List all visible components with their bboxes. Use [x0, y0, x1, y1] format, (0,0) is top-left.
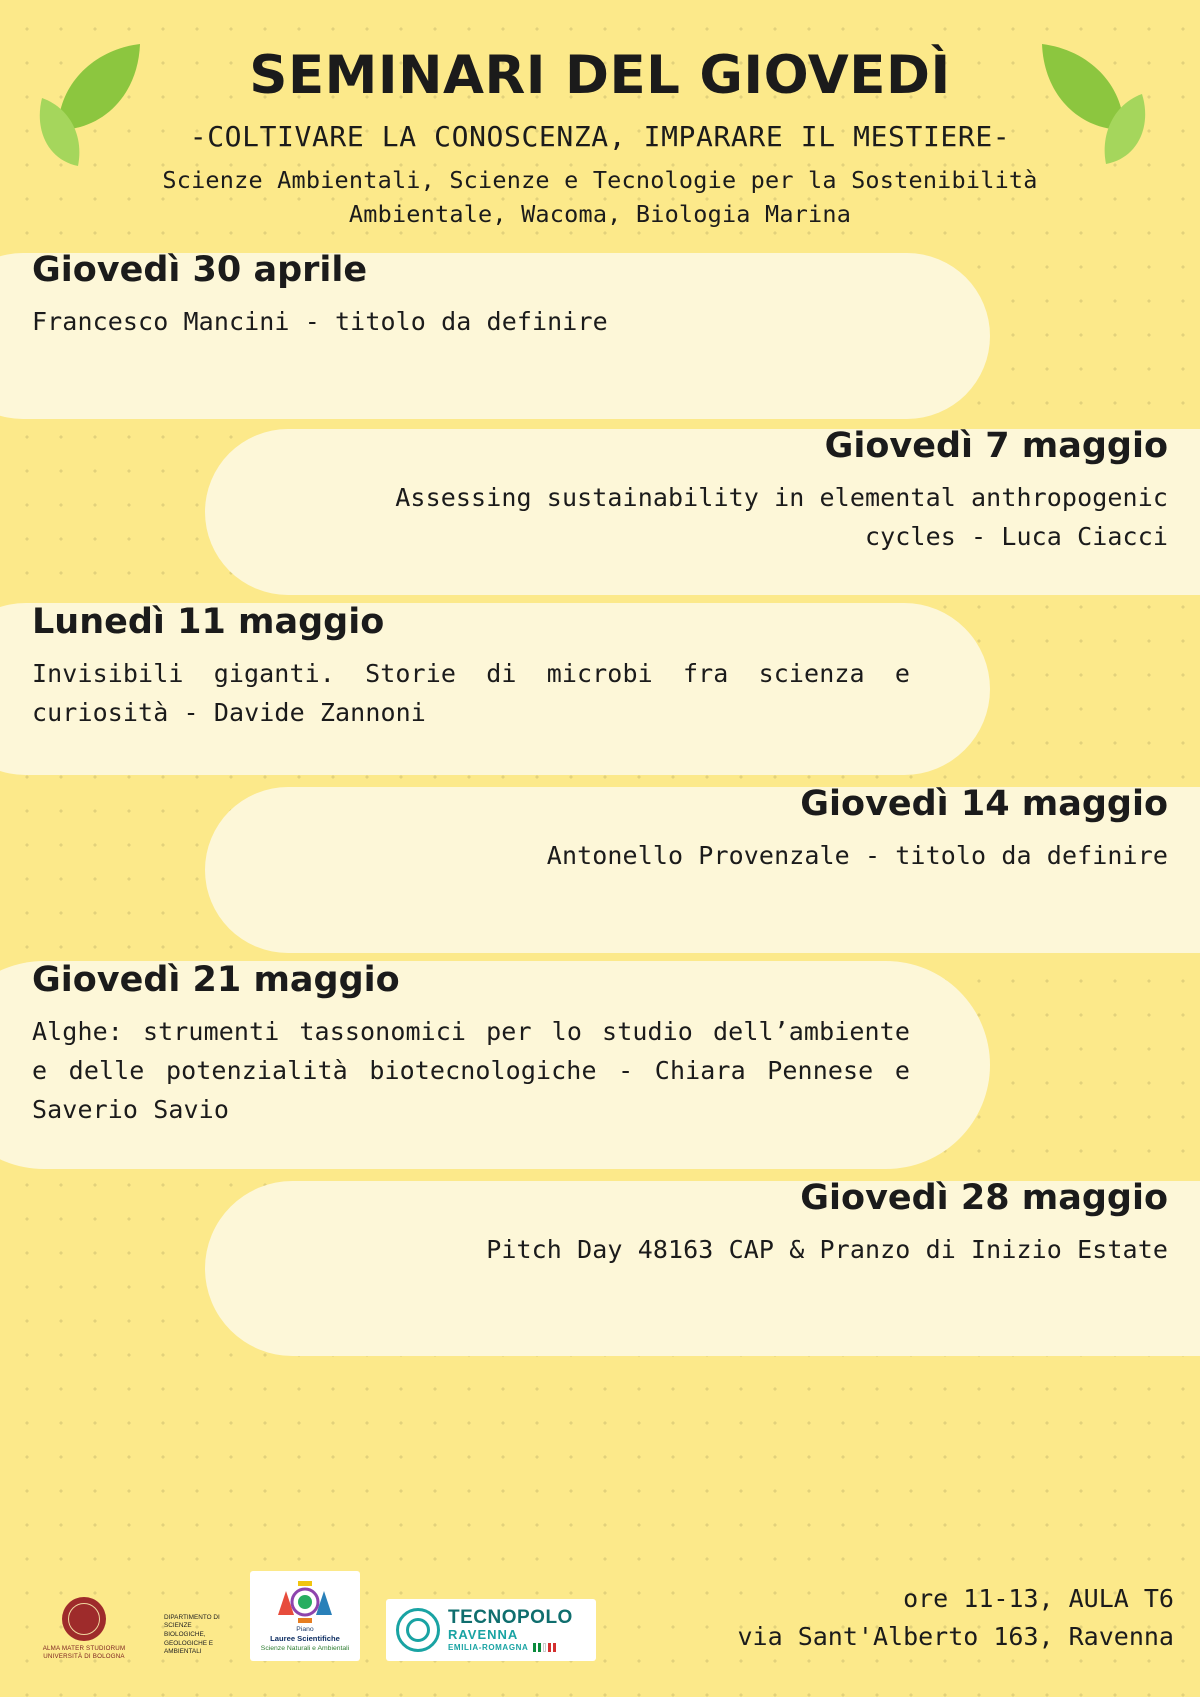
- seminar-date: Giovedì 30 aprile: [32, 249, 368, 290]
- venue-address: via Sant'Alberto 163, Ravenna: [737, 1621, 1174, 1651]
- tecnopolo-mark-icon: [396, 1608, 440, 1652]
- seminar-entry: [0, 1173, 1200, 1358]
- seminar-description: Francesco Mancini - titolo da definire: [32, 307, 608, 337]
- seminar-description: Invisibili giganti. Storie di microbi fra scienza e curiosità - Davide Zannoni: [32, 659, 910, 728]
- piano-lauree-scientifiche-logo: [250, 1571, 360, 1661]
- tecnopolo-line-1: TECNOPOLO: [448, 1606, 573, 1628]
- seminar-date: Lunedì 11 maggio: [32, 601, 385, 642]
- venue-info: [738, 1580, 1175, 1655]
- piano-line-3: Scienze Naturali e Ambientali: [260, 1645, 350, 1653]
- unibo-logo-line-2: UNIVERSITÀ DI BOLOGNA: [43, 1652, 125, 1660]
- seminar-date: Giovedì 21 maggio: [32, 959, 400, 1000]
- departments-line-2: Ambientale, Wacoma, Biologia Marina: [348, 199, 852, 228]
- seminar-entry: [0, 421, 1200, 597]
- tecnopolo-line-3: EMILIA-ROMAGNA: [448, 1642, 529, 1652]
- poster-header: [0, 0, 1200, 231]
- piano-line-1: Piano: [296, 1625, 314, 1633]
- seminar-date: Giovedì 28 maggio: [800, 1177, 1168, 1218]
- seminar-entry: [0, 779, 1200, 955]
- page-title: SEMINARI DEL GIOVEDÌ: [249, 45, 951, 106]
- venue-time-room: ore 11-13, AULA T6: [903, 1584, 1174, 1613]
- seminar-description: Antonello Provenzale - titolo da definire: [546, 841, 1168, 871]
- seminar-description: Pitch Day 48163 CAP & Pranzo di Inizio Estate: [486, 1235, 1168, 1265]
- logo-row: [30, 1571, 596, 1661]
- unibo-seal-icon: [62, 1597, 106, 1641]
- tecnopolo-logo: [386, 1599, 596, 1661]
- unibo-logo: [30, 1597, 138, 1661]
- seminar-entry: [0, 597, 1200, 779]
- poster-footer: [0, 1529, 1200, 1679]
- poster-subtitle: -COLTIVARE LA CONOSCENZA, IMPARARE IL MESTIERE-: [189, 119, 1011, 153]
- italy-flag-bars-icon: [533, 1643, 556, 1652]
- tecnopolo-line-2: RAVENNA: [448, 1626, 519, 1642]
- seminar-description: Assessing sustainability in elemental anthropogenic cycles - Luca Ciacci: [395, 483, 1168, 552]
- seminar-schedule: [0, 245, 1200, 1358]
- unibo-logo-line-1: ALMA MATER STUDIORUM: [42, 1644, 126, 1652]
- color-wheel-icon: [270, 1579, 340, 1625]
- seminar-date: Giovedì 7 maggio: [824, 425, 1168, 466]
- seminar-entry: [0, 955, 1200, 1173]
- piano-line-2: Lauree Scientifiche: [270, 1633, 340, 1643]
- seminar-date: Giovedì 14 maggio: [800, 783, 1168, 824]
- dipartimento-label: DIPARTIMENTO DI SCIENZE BIOLOGICHE, GEOLOGICHE E AMBIENTALI: [164, 1613, 220, 1656]
- departments-line-1: Scienze Ambientali, Scienze e Tecnologie per la Sostenibilità: [162, 165, 1038, 194]
- seminar-description: Alghe: strumenti tassonomici per lo studio dell’ambiente e delle potenzialità biotecnologiche - Chiara Pennese e Saverio Savio: [32, 1017, 910, 1124]
- seminar-entry: [0, 245, 1200, 421]
